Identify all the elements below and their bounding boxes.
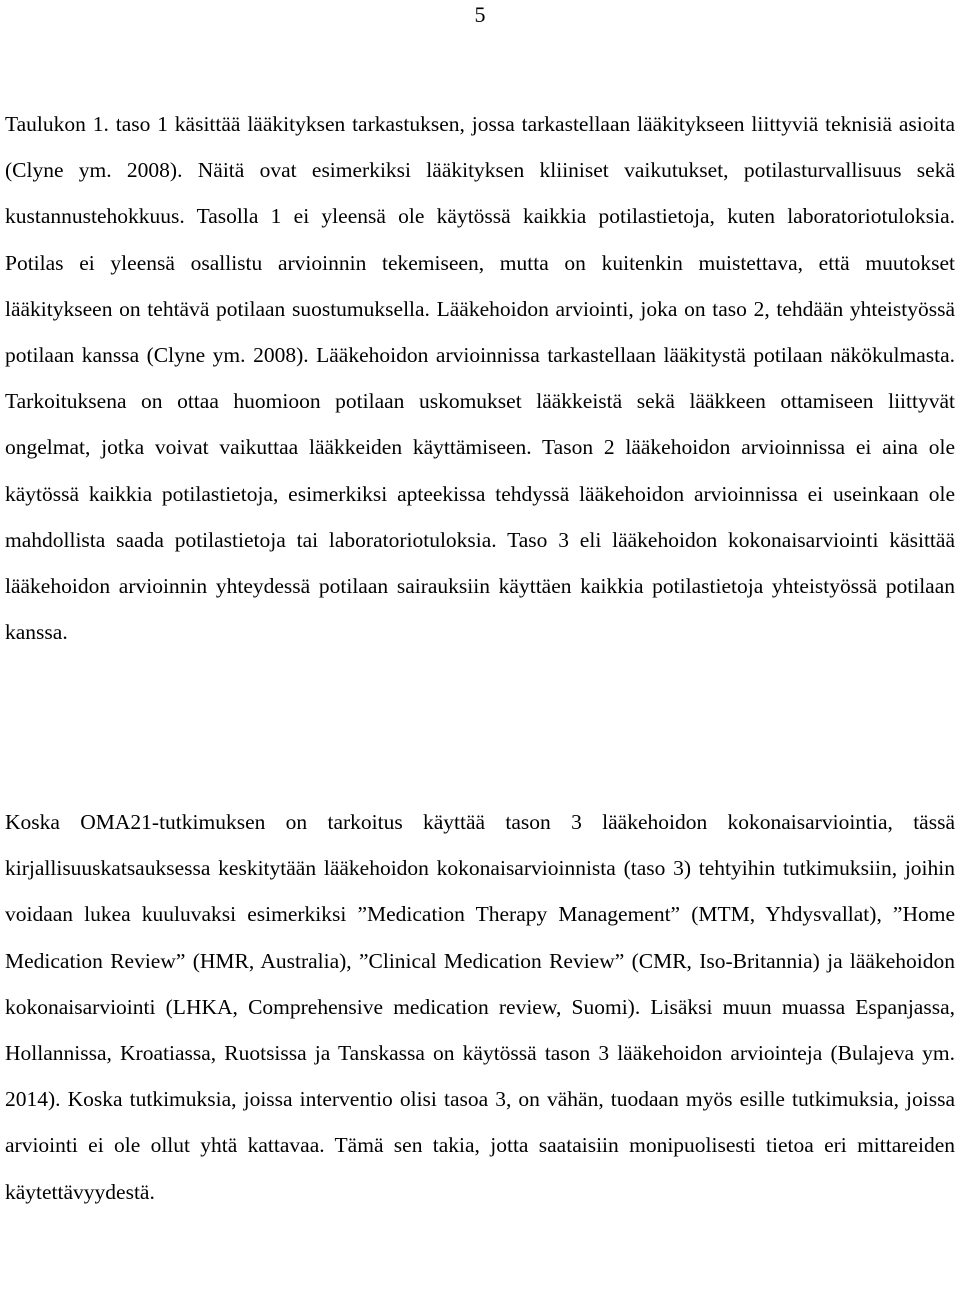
paragraph-medication-review-levels: Taulukon 1. taso 1 käsittää lääkityksen tarkastuksen, jossa tarkastellaan lääkitykseen liittyviä teknisiä asioita (Clyne ym. 2008). Näitä ovat esimerkiksi lääkityksen kliiniset vaikutukset, potilasturvallisuus sekä kustannustehokkuus. Tasolla 1 ei yleensä ole käytössä kaikkia potilastietoja, kuten laboratoriotuloksia. Potilas ei yleensä osallistu arvioinnin tekemiseen, mutta on kuitenkin muistettava, että muutokset lääkitykseen on tehtävä potilaan suostumuksella. Lääkehoidon arviointi, joka on taso 2, tehdään yhteistyössä potilaan kanssa (Clyne ym. 2008). Lääkehoidon arvioinnissa tarkastellaan lääkitystä potilaan näkökulmasta. Tarkoituksena on ottaa huomioon potilaan uskomukset lääkkeistä sekä lääkkeen ottamiseen liittyvät ongelmat, jotka voivat vaikuttaa lääkkeiden käyttämiseen. Tason 2 lääkehoidon arvioinnissa ei aina ole käytössä kaikkia potilastietoja, esimerkiksi apteekissa tehdyssä lääkehoidon arvioinnissa ei useinkaan ole mahdollista saada potilastietoja tai laboratoriotuloksia. Taso 3 eli lääkehoidon kokonaisarviointi käsittää lääkehoidon arvioinnin yhteydessä potilaan sairauksiin käyttäen kaikkia potilastietoja yhteistyössä potilaan kanssa.: [5, 112, 955, 645]
page-number: 5: [474, 2, 486, 27]
paragraph-oma21-focus: Koska OMA21-tutkimuksen on tarkoitus käyttää tason 3 lääkehoidon kokonaisarviointia, tässä kirjallisuuskatsauksessa keskitytään lääkehoidon kokonaisarvioinnista (taso 3) tehtyihin tutkimuksiin, joihin voidaan lukea kuuluvaksi esimerkiksi ”Medication Therapy Management” (MTM, Yhdysvallat), ”Home Medication Review” (HMR, Australia), ”Clinical Medication Review” (CMR, Iso-Britannia) ja lääkehoidon kokonaisarviointi (LHKA, Comprehensive medication review, Suomi). Lisäksi muun muassa Espanjassa, Hollannissa, Kroatiassa, Ruotsissa ja Tanskassa on käytössä tason 3 lääkehoidon arviointeja (Bulajeva ym. 2014). Koska tutkimuksia, joissa interventio olisi tasoa 3, on vähän, tuodaan myös esille tutkimuksia, joissa arviointi ei ole ollut yhtä kattavaa. Tämä sen takia, jotta saataisiin monipuolisesti tietoa eri mittareiden käytettävyydestä.: [5, 810, 955, 1204]
